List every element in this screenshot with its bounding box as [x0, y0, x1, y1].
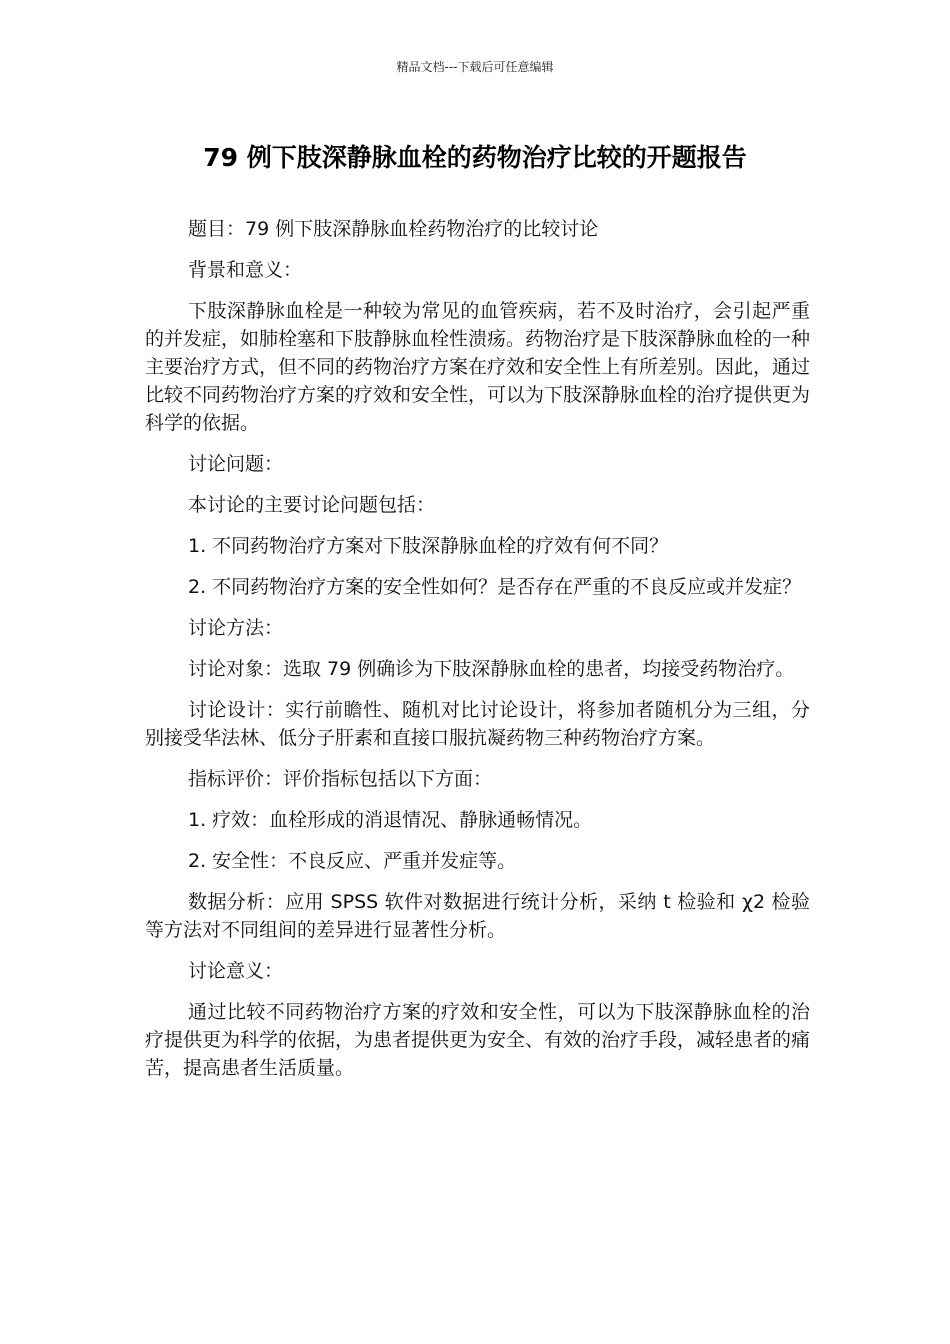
- significance-paragraph: 通过比较不同药物治疗方案的疗效和安全性，可以为下肢深静脉血栓的治疗提供更为科学的依据，为患者提供更为安全、有效的治疗手段，减轻患者的痛苦，提高患者生活质量。: [145, 1001, 811, 1079]
- background-paragraph: 下肢深静脉血栓是一种较为常见的血管疾病，若不及时治疗，会引起严重的并发症，如肺栓塞和下肢静脉血栓性溃疡。药物治疗是下肢深静脉血栓的一种主要治疗方式，但不同的药物治疗方案在疗效和安全性上有所差别。因此，通过比较不同药物治疗方案的疗效和安全性，可以为下肢深静脉血栓的治疗提供更为科学的依据。: [145, 300, 811, 434]
- section-heading-background: 背景和意义：: [188, 259, 303, 281]
- methods-data-analysis: 数据分析：应用 SPSS 软件对数据进行统计分析，采纳 t 检验和 χ2 检验等方法对不同组间的差异进行显著性分析。: [145, 891, 810, 941]
- header-note: 精品文档---下载后可任意编辑: [396, 60, 554, 74]
- methods-indicators: 指标评价：评价指标包括以下方面：: [188, 768, 493, 790]
- topic-line: 题目：79 例下肢深静脉血栓药物治疗的比较讨论: [188, 218, 599, 240]
- indicator-item: 1. 疗效：血栓形成的消退情况、静脉通畅情况。: [188, 809, 593, 831]
- section-heading-methods: 讨论方法：: [188, 617, 284, 639]
- document-title: 79 例下肢深静脉血栓的药物治疗比较的开题报告: [203, 143, 747, 172]
- question-item: 2. 不同药物治疗方案的安全性如何？是否存在严重的不良反应或并发症？: [188, 576, 802, 598]
- document-body: [145, 215, 810, 1095]
- question-item: 1. 不同药物治疗方案对下肢深静脉血栓的疗效有何不同？: [188, 535, 669, 557]
- methods-design: 讨论设计：实行前瞻性、随机对比讨论设计，将参加者随机分为三组，分别接受华法林、低分子肝素和直接口服抗凝药物三种药物治疗方案。: [145, 699, 810, 749]
- methods-subjects: 讨论对象：选取 79 例确诊为下肢深静脉血栓的患者，均接受药物治疗。: [188, 658, 795, 680]
- indicator-item: 2. 安全性：不良反应、严重并发症等。: [188, 850, 517, 872]
- section-heading-questions: 讨论问题：: [188, 453, 284, 475]
- questions-intro: 本讨论的主要讨论问题包括：: [188, 494, 436, 516]
- section-heading-significance: 讨论意义：: [188, 960, 284, 982]
